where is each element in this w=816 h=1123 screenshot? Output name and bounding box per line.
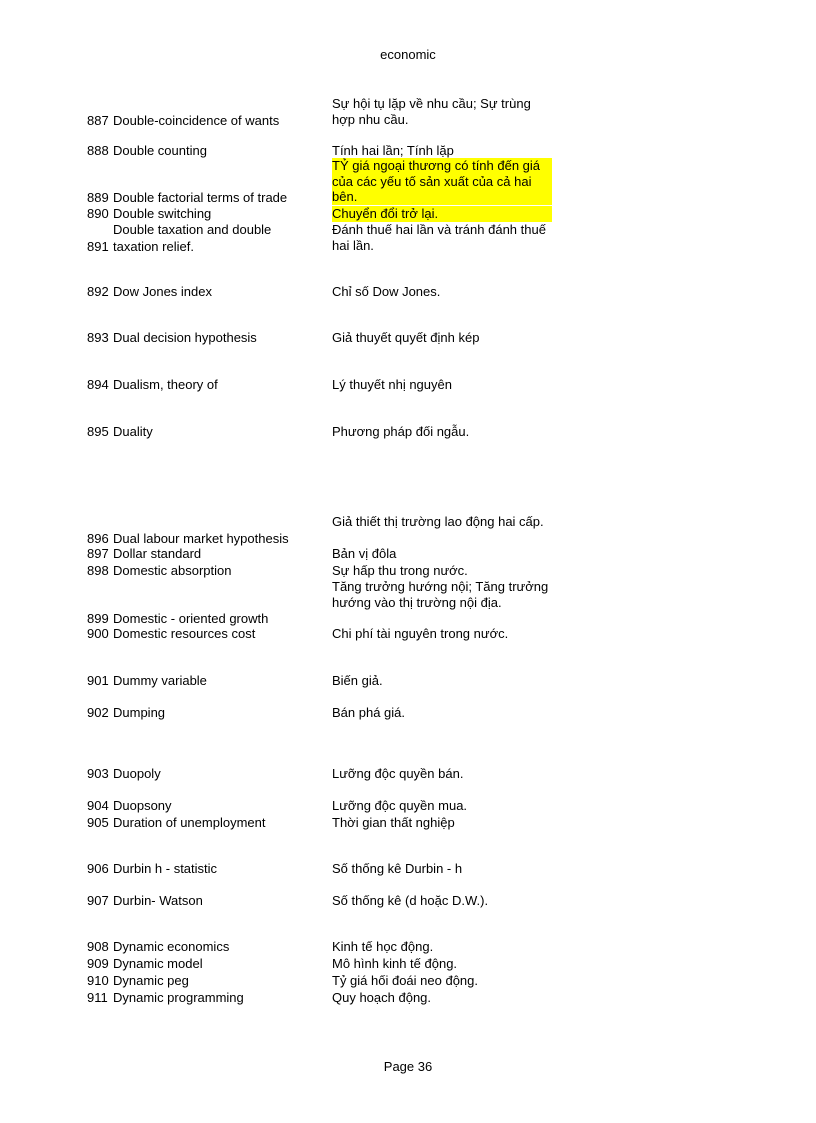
entry-number: 900 bbox=[87, 626, 109, 641]
glossary-entry bbox=[0, 563, 816, 579]
entry-term: Dumping bbox=[113, 705, 166, 720]
entry-translation: Giả thiết thị trường lao động hai cấp. bbox=[332, 514, 544, 529]
glossary-entry bbox=[0, 798, 816, 814]
entry-number: 910 bbox=[87, 973, 109, 988]
entry-translation: Phương pháp đối ngẫu. bbox=[332, 424, 470, 439]
entry-term: Dollar standard bbox=[113, 546, 202, 561]
entry-number: 890 bbox=[87, 206, 109, 221]
entry-term: Domestic resources cost bbox=[113, 626, 256, 641]
entry-number: 898 bbox=[87, 563, 109, 578]
entry-translation-highlighted: TỶ giá ngoại thương có tính đến giá của các yếu tố sản xuất của cả hai bên. bbox=[332, 158, 552, 205]
entry-translation: Tính hai lần; Tính lặp bbox=[332, 143, 454, 158]
page-header: economic bbox=[380, 47, 436, 62]
entry-translation: Giả thuyết quyết định kép bbox=[332, 330, 480, 345]
glossary-entry bbox=[0, 990, 816, 1006]
entry-term: Duopoly bbox=[113, 766, 161, 781]
entry-number: 901 bbox=[87, 673, 109, 688]
entry-term: Dynamic economics bbox=[113, 939, 230, 954]
entry-translation: Lưỡng độc quyền mua. bbox=[332, 798, 468, 813]
entry-number: 902 bbox=[87, 705, 109, 720]
glossary-entry bbox=[0, 939, 816, 955]
entry-translation: Chi phí tài nguyên trong nước. bbox=[332, 626, 509, 641]
entry-translation: Sự hội tụ lặp về nhu cầu; Sự trùng hợp nhu cầu. bbox=[332, 96, 531, 127]
glossary-entry bbox=[0, 893, 816, 909]
entry-number: 909 bbox=[87, 956, 109, 971]
entry-number: 892 bbox=[87, 284, 109, 299]
entry-translation: Lý thuyết nhị nguyên bbox=[332, 377, 452, 392]
entry-term: Durbin h - statistic bbox=[113, 861, 218, 876]
glossary-entry bbox=[0, 705, 816, 721]
entry-term: Double-coincidence of wants bbox=[113, 112, 280, 128]
entry-number: 908 bbox=[87, 939, 109, 954]
entry-term: Domestic - oriented growth bbox=[113, 610, 269, 626]
entry-number: 891 bbox=[87, 238, 109, 254]
entry-number: 907 bbox=[87, 893, 109, 908]
entry-translation: Số thống kê Durbin - h bbox=[332, 861, 463, 876]
entry-number: 893 bbox=[87, 330, 109, 345]
entry-term: Double factorial terms of trade bbox=[113, 189, 288, 205]
entry-term-line2: taxation relief. bbox=[113, 238, 194, 254]
entry-translation: Bán phá giá. bbox=[332, 705, 406, 720]
entry-translation: Chỉ số Dow Jones. bbox=[332, 284, 441, 299]
entry-term: Dynamic model bbox=[113, 956, 203, 971]
entry-term: Double switching bbox=[113, 206, 212, 221]
entry-term: Double counting bbox=[113, 143, 207, 158]
entry-translation: Đánh thuế hai lần và tránh đánh thuế hai lần. bbox=[332, 222, 546, 253]
glossary-entry bbox=[0, 330, 816, 346]
entry-translation: Lưỡng độc quyền bán. bbox=[332, 766, 464, 781]
glossary-entry bbox=[0, 956, 816, 972]
entry-translation: Mô hình kinh tế động. bbox=[332, 956, 458, 971]
entry-term: Dow Jones index bbox=[113, 284, 212, 299]
glossary-entry bbox=[0, 514, 816, 546]
entry-translation: Tăng trưởng hướng nội; Tăng trưởng hướng vào thị trường nội địa. bbox=[332, 579, 549, 610]
glossary-entry bbox=[0, 222, 816, 254]
entry-term: Duopsony bbox=[113, 798, 172, 813]
entry-translation: Biến giả. bbox=[332, 673, 383, 688]
entry-term: Dual decision hypothesis bbox=[113, 330, 257, 345]
glossary-entry bbox=[0, 158, 816, 205]
glossary-entry bbox=[0, 143, 816, 159]
entry-translation: Quy hoạch động. bbox=[332, 990, 432, 1005]
glossary-entry bbox=[0, 546, 816, 562]
entry-term: Dynamic programming bbox=[113, 990, 244, 1005]
glossary-entry bbox=[0, 579, 816, 626]
entry-term: Domestic absorption bbox=[113, 563, 232, 578]
entry-number: 889 bbox=[87, 189, 109, 205]
entry-number: 895 bbox=[87, 424, 109, 439]
glossary-entry bbox=[0, 96, 816, 128]
glossary-entry bbox=[0, 815, 816, 831]
entry-number: 896 bbox=[87, 530, 109, 546]
glossary-entry bbox=[0, 377, 816, 393]
entry-term-line1: Double taxation and double bbox=[113, 222, 272, 237]
page-number: Page 36 bbox=[383, 1059, 433, 1074]
entry-translation: Kinh tế học động. bbox=[332, 939, 434, 954]
entry-term: Dynamic peg bbox=[113, 973, 189, 988]
entry-number: 894 bbox=[87, 377, 109, 392]
entry-term: Dualism, theory of bbox=[113, 377, 218, 392]
entry-number: 903 bbox=[87, 766, 109, 781]
glossary-entry bbox=[0, 973, 816, 989]
glossary-entry bbox=[0, 284, 816, 300]
entry-number: 911 bbox=[87, 990, 108, 1005]
entry-translation-highlighted: Chuyển đổi trở lại. bbox=[332, 206, 552, 222]
glossary-entry bbox=[0, 424, 816, 440]
glossary-entry bbox=[0, 861, 816, 877]
entry-number: 888 bbox=[87, 143, 109, 158]
glossary-entry bbox=[0, 626, 816, 642]
entry-number: 906 bbox=[87, 861, 109, 876]
glossary-entry bbox=[0, 673, 816, 689]
glossary-entry bbox=[0, 766, 816, 782]
entry-term: Duration of unemployment bbox=[113, 815, 266, 830]
entry-translation: Sự hấp thu trong nước. bbox=[332, 563, 468, 578]
entry-number: 899 bbox=[87, 610, 109, 626]
entry-number: 904 bbox=[87, 798, 109, 813]
entry-term: Dummy variable bbox=[113, 673, 207, 688]
entry-number: 905 bbox=[87, 815, 109, 830]
entry-term: Durbin- Watson bbox=[113, 893, 203, 908]
entry-translation: Số thống kê (d hoặc D.W.). bbox=[332, 893, 489, 908]
glossary-entry bbox=[0, 206, 816, 222]
entry-number: 887 bbox=[87, 112, 109, 128]
entry-term: Duality bbox=[113, 424, 153, 439]
entry-term: Dual labour market hypothesis bbox=[113, 530, 289, 546]
entry-translation: Bản vị đôla bbox=[332, 546, 397, 561]
entry-translation: Thời gian thất nghiệp bbox=[332, 815, 455, 830]
entry-translation: Tỷ giá hối đoái neo động. bbox=[332, 973, 478, 988]
entry-number: 897 bbox=[87, 546, 109, 561]
